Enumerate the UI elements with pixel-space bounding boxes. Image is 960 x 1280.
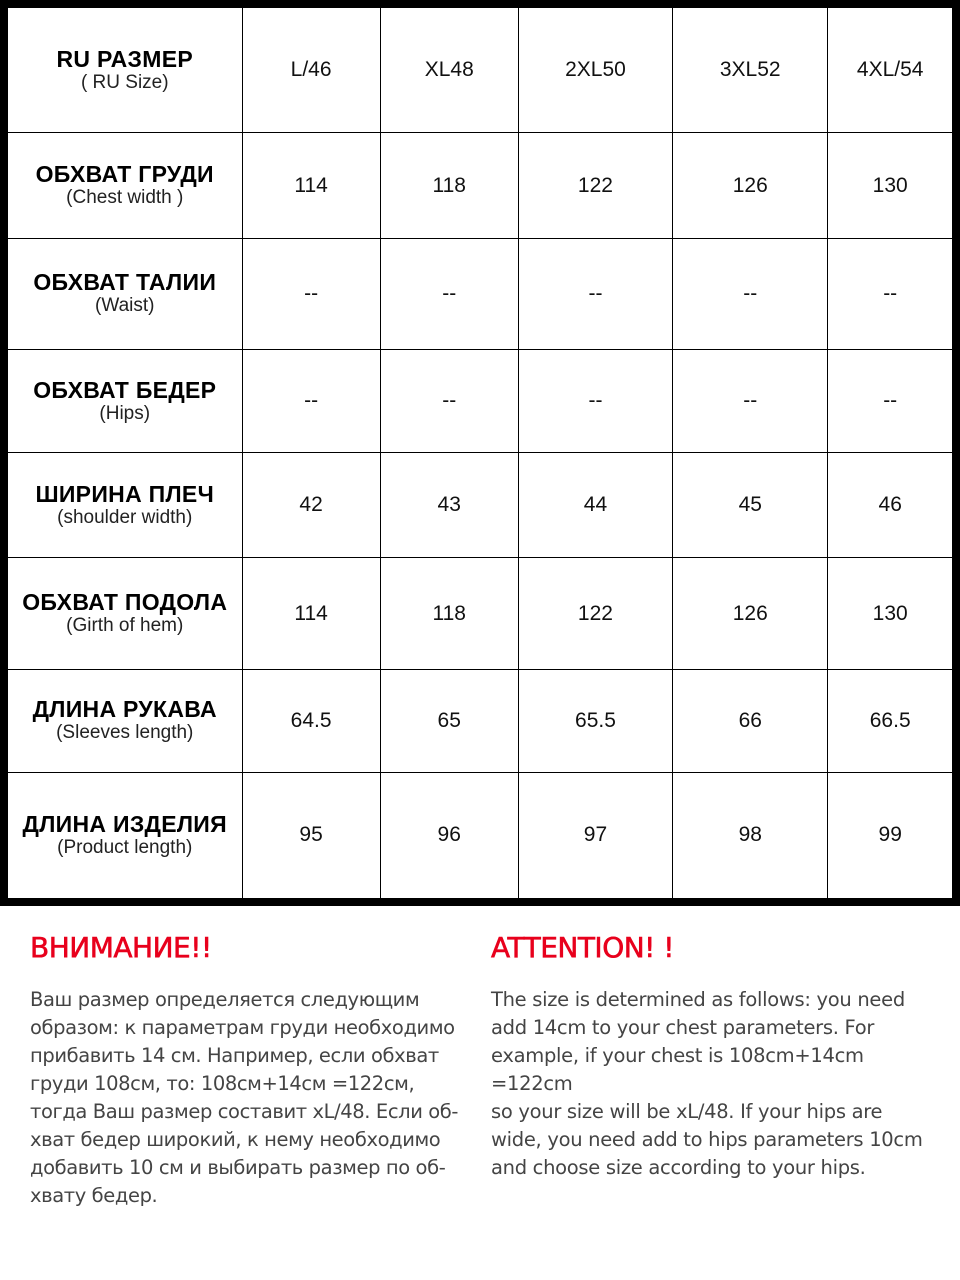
row-label-ru: ДЛИНА ИЗДЕЛИЯ <box>22 810 227 837</box>
size-header-cell: 4XL/54 <box>828 4 956 133</box>
header-row <box>4 4 956 133</box>
row-label-en: (Waist) <box>95 295 155 317</box>
table-cell: 97 <box>518 772 672 902</box>
row-label-cell <box>4 772 242 902</box>
table-cell: 126 <box>673 133 828 239</box>
table-row-waist <box>4 239 956 350</box>
size-header-cell: 2XL50 <box>518 4 672 133</box>
size-header-cell: L/46 <box>242 4 380 133</box>
notice-line: хвату бедер. <box>30 1184 158 1207</box>
table-cell: 98 <box>673 772 828 902</box>
table-cell: 114 <box>242 133 380 239</box>
table-cell: 66 <box>673 669 828 772</box>
table-cell: 118 <box>380 558 518 670</box>
table-cell: -- <box>380 239 518 350</box>
table-cell: -- <box>518 239 672 350</box>
notice-line: добавить 10 см и выбирать размер по об- <box>30 1156 446 1179</box>
notice-ru-body <box>30 986 470 1210</box>
table-cell: 96 <box>380 772 518 902</box>
table-cell: 44 <box>518 453 672 558</box>
notice-en-title: ATTENTION! ! <box>491 931 675 964</box>
table-cell: -- <box>828 239 956 350</box>
notice-line: тогда Ваш размер составит xL/48. Если об- <box>30 1100 459 1123</box>
notice-en <box>491 926 941 1182</box>
table-row-chest <box>4 133 956 239</box>
table-row-sleeves <box>4 669 956 772</box>
table-row-hem <box>4 558 956 670</box>
table-cell: 65.5 <box>518 669 672 772</box>
row-label-ru: ДЛИНА РУКАВА <box>32 696 217 723</box>
notice-en-body <box>491 986 941 1182</box>
row-label-cell <box>4 133 242 239</box>
header-label-ru: RU РАЗМЕР <box>56 45 193 72</box>
notice-line: The size is determined as follows: you need <box>491 988 905 1011</box>
table-cell: 130 <box>828 133 956 239</box>
table-cell: 64.5 <box>242 669 380 772</box>
size-header-cell: XL48 <box>380 4 518 133</box>
table-cell: 65 <box>380 669 518 772</box>
row-label-cell <box>4 239 242 350</box>
row-label-en: (Product length) <box>57 836 193 858</box>
header-label-cell <box>4 4 242 133</box>
notice-line: and choose size according to your hips. <box>491 1156 866 1179</box>
table-cell: 46 <box>828 453 956 558</box>
notice-line: прибавить 14 см. Например, если обхват <box>30 1044 439 1067</box>
notice-ru-title: ВНИМАНИЕ!! <box>30 931 212 964</box>
table-cell: 43 <box>380 453 518 558</box>
row-label-cell <box>4 453 242 558</box>
row-label-ru: ОБХВАТ ТАЛИИ <box>33 269 217 296</box>
table-cell: 45 <box>673 453 828 558</box>
table-row-shoulder <box>4 453 956 558</box>
table-cell: 126 <box>673 558 828 670</box>
row-label-en: (Girth of hem) <box>66 615 184 637</box>
table-cell: 66.5 <box>828 669 956 772</box>
row-label-cell <box>4 349 242 453</box>
notice-line: образом: к параметрам груди необходимо <box>30 1016 455 1039</box>
table-cell: -- <box>380 349 518 453</box>
table-row-hips <box>4 349 956 453</box>
row-label-cell <box>4 558 242 670</box>
table-cell: -- <box>673 239 828 350</box>
table-cell: 130 <box>828 558 956 670</box>
table-cell: -- <box>242 349 380 453</box>
notice-line: Ваш размер определяется следующим <box>30 988 420 1011</box>
row-label-ru: ОБХВАТ ГРУДИ <box>35 161 214 188</box>
size-header-cell: 3XL52 <box>673 4 828 133</box>
notice-line: add 14cm to your chest parameters. For <box>491 1016 875 1039</box>
table-cell: 114 <box>242 558 380 670</box>
table-cell: -- <box>242 239 380 350</box>
table-cell: 99 <box>828 772 956 902</box>
notice-line: wide, you need add to hips parameters 10cm <box>491 1128 923 1151</box>
notice-line: хват бедер широкий, к нему необходимо <box>30 1128 441 1151</box>
table-row-length <box>4 772 956 902</box>
row-label-ru: ШИРИНА ПЛЕЧ <box>35 480 215 507</box>
table-cell: 122 <box>518 133 672 239</box>
table-cell: 95 <box>242 772 380 902</box>
row-label-cell <box>4 669 242 772</box>
notice-line: so your size will be xL/48. If your hips are <box>491 1100 883 1123</box>
row-label-en: (Hips) <box>99 402 151 424</box>
notice-ru <box>30 926 470 1210</box>
notice-line: example, if your chest is 108cm+14cm =122cm <box>491 1044 864 1095</box>
table-cell: -- <box>518 349 672 453</box>
table-cell: 42 <box>242 453 380 558</box>
table-cell: 118 <box>380 133 518 239</box>
row-label-en: (Sleeves length) <box>56 722 194 744</box>
notice-line: груди 108см, то: 108см+14см =122см, <box>30 1072 415 1095</box>
table-cell: -- <box>828 349 956 453</box>
table-cell: 122 <box>518 558 672 670</box>
row-label-ru: ОБХВАТ БЕДЕР <box>33 376 217 403</box>
table-cell: -- <box>673 349 828 453</box>
row-label-en: (shoulder width) <box>57 506 193 528</box>
row-label-en: (Chest width ) <box>66 187 184 209</box>
header-label-en: ( RU Size) <box>80 71 169 93</box>
row-label-ru: ОБХВАТ ПОДОЛА <box>22 589 228 616</box>
